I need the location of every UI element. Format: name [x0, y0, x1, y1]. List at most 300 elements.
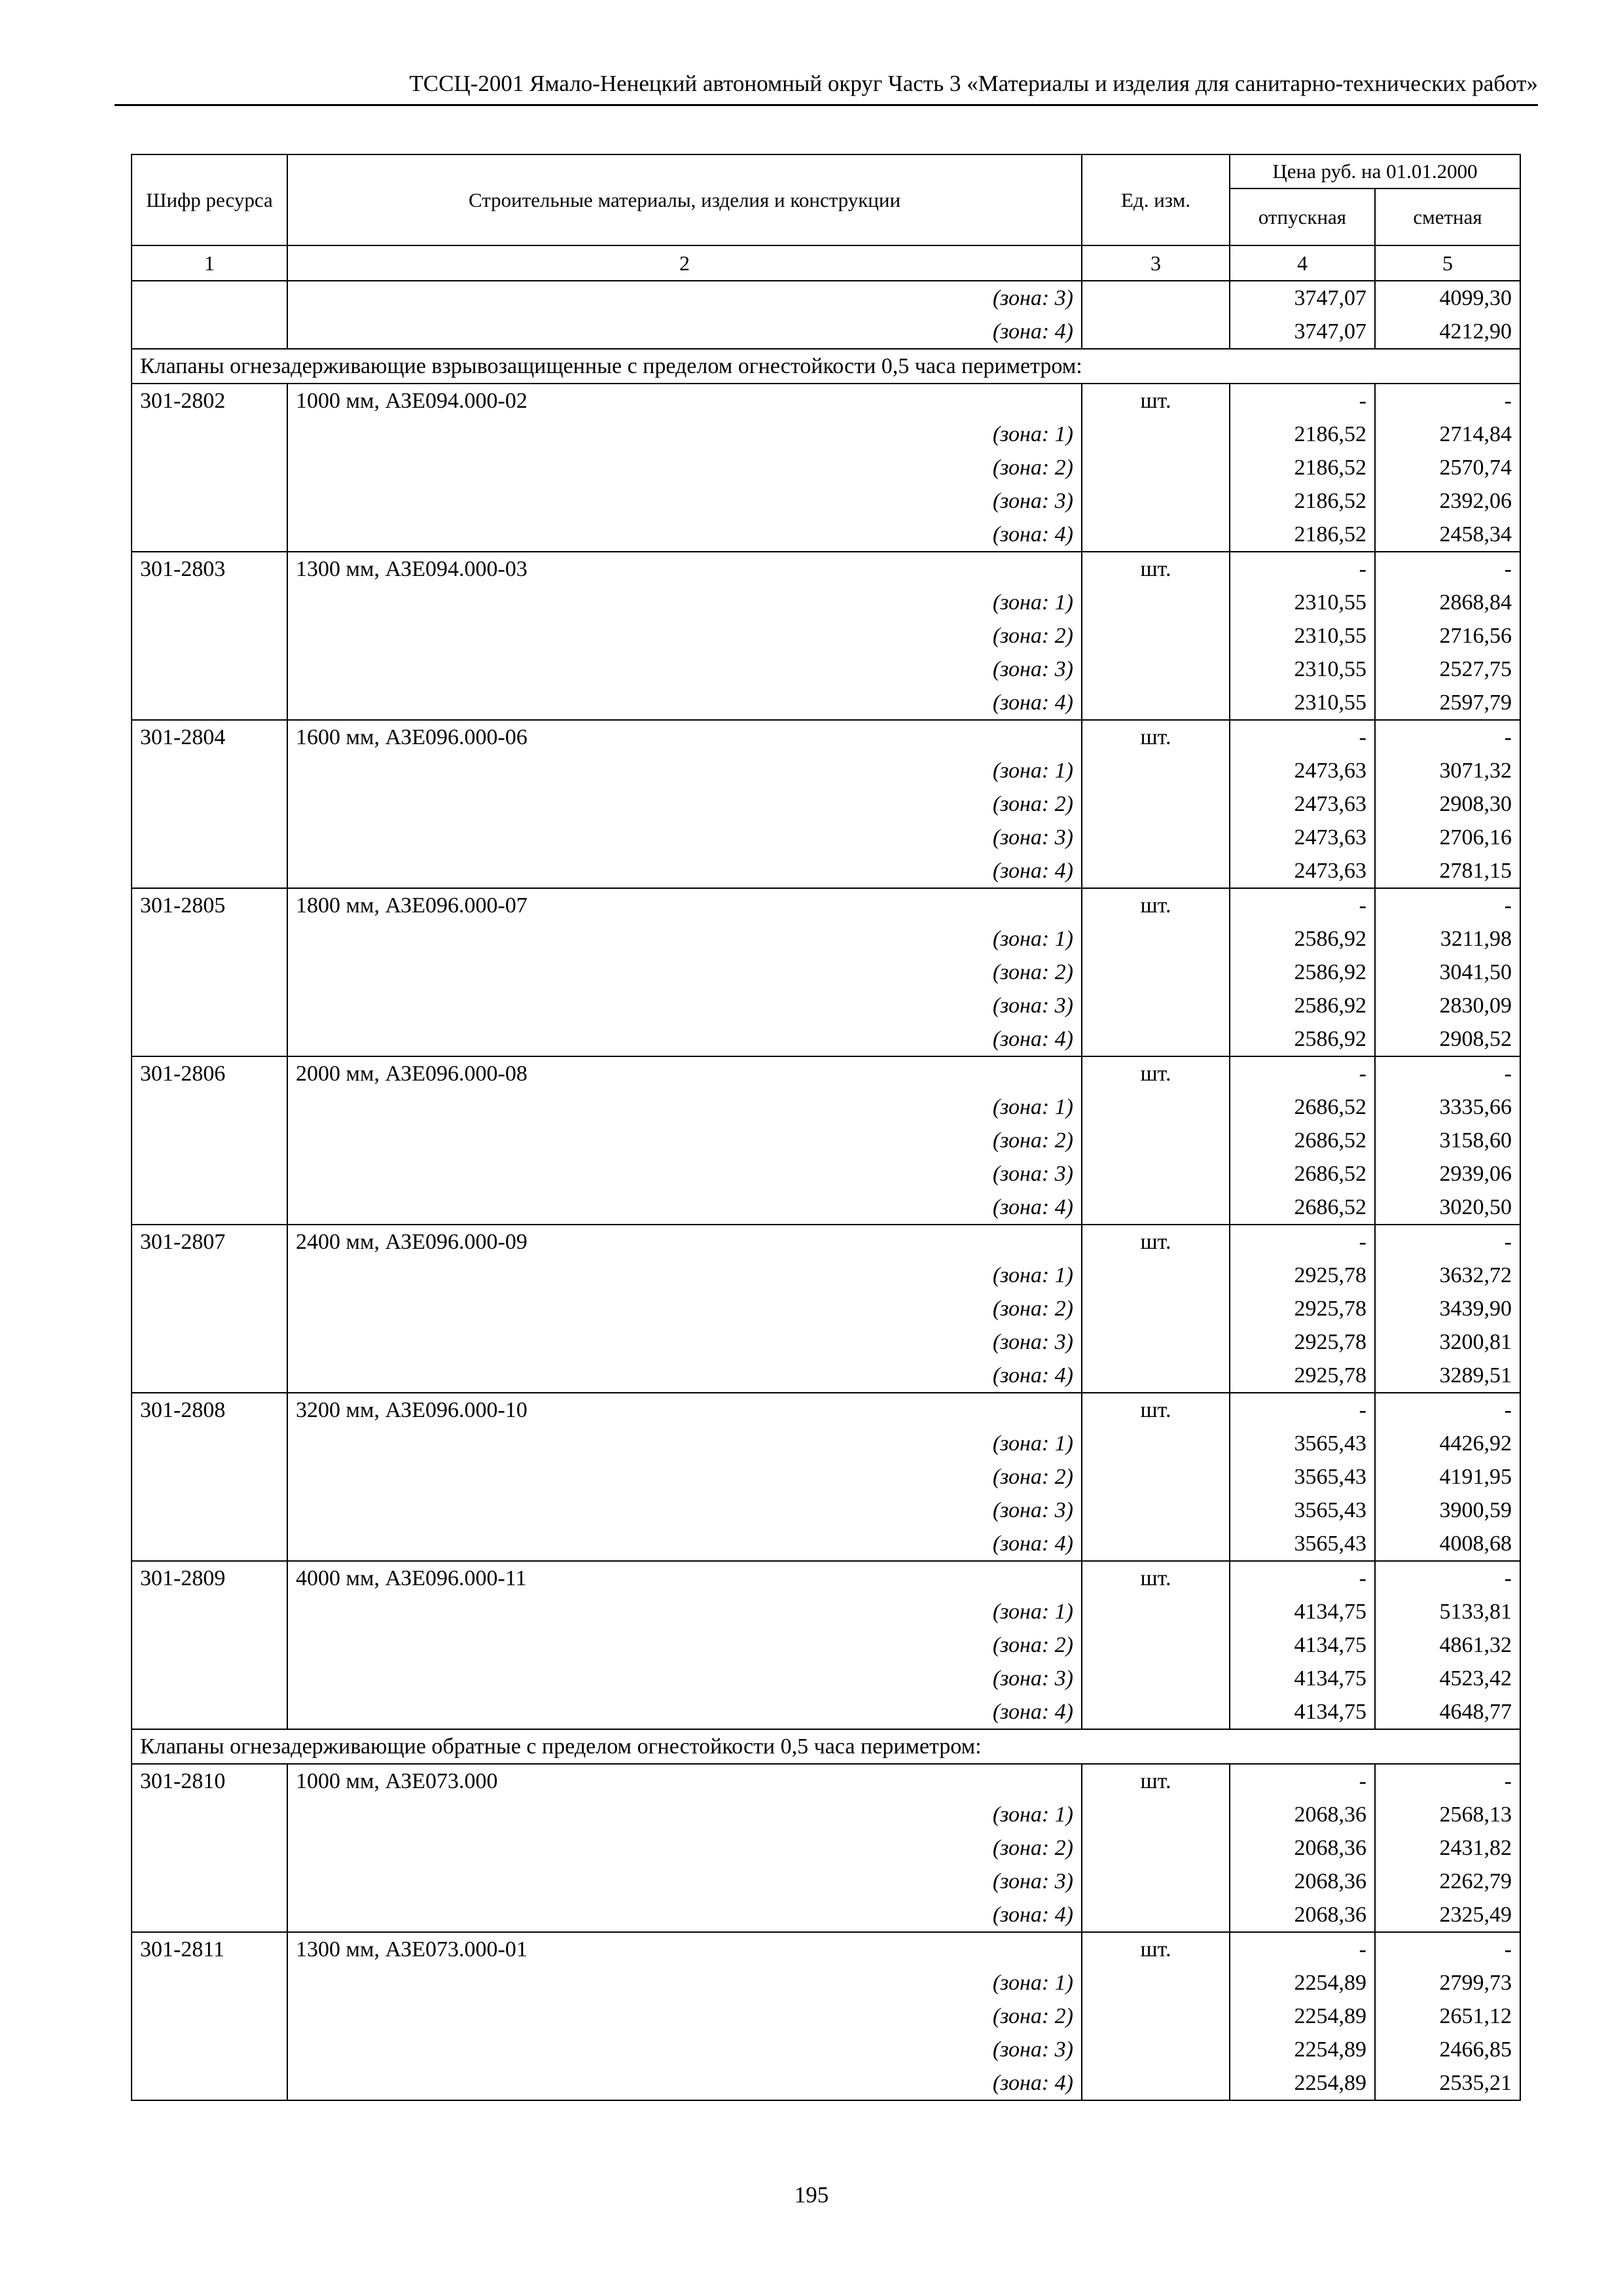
zone-label: (зона: 4): [287, 1527, 1082, 1561]
zone-row: [132, 1966, 1520, 2000]
zone-row: [132, 956, 1520, 989]
estimate-price: 2431,82: [1375, 1831, 1520, 1865]
zone-row: [132, 518, 1520, 552]
column-header-unit: Ед. изм.: [1082, 154, 1230, 245]
release-price: 2925,78: [1230, 1359, 1375, 1393]
unit-cell: шт.: [1082, 552, 1230, 586]
unit-cell: [1082, 922, 1230, 956]
estimate-price: 2716,56: [1375, 619, 1520, 653]
item-name: 1600 мм, АЗЕ096.000-06: [287, 720, 1082, 754]
resource-code: 301-2810: [132, 1764, 287, 1798]
zone-row: [132, 1191, 1520, 1225]
estimate-price: 2392,06: [1375, 484, 1520, 518]
unit-cell: [1082, 1359, 1230, 1393]
column-number: 2: [287, 245, 1082, 281]
resource-code: [132, 1427, 287, 1460]
zone-label: (зона: 2): [287, 619, 1082, 653]
unit-cell: [1082, 1695, 1230, 1729]
estimate-price: 3020,50: [1375, 1191, 1520, 1225]
release-price: 3747,07: [1230, 315, 1375, 349]
zone-row: [132, 315, 1520, 349]
release-price: 2254,89: [1230, 2033, 1375, 2066]
resource-code: [132, 989, 287, 1022]
release-price: 2686,52: [1230, 1157, 1375, 1191]
resource-code: [132, 653, 287, 686]
zone-label: (зона: 1): [287, 418, 1082, 451]
zone-label: (зона: 1): [287, 1090, 1082, 1124]
estimate-price: 2570,74: [1375, 451, 1520, 484]
release-price: 2586,92: [1230, 1022, 1375, 1056]
unit-cell: [1082, 1595, 1230, 1628]
release-price: 2686,52: [1230, 1124, 1375, 1157]
section-title: Клапаны огнезадерживающие обратные с пределом огнестойкости 0,5 часа периметром:: [132, 1729, 1520, 1764]
zone-label: (зона: 2): [287, 1460, 1082, 1494]
zone-label: (зона: 4): [287, 1898, 1082, 1932]
resource-code: 301-2807: [132, 1225, 287, 1259]
unit-cell: [1082, 518, 1230, 552]
section-row: [132, 349, 1520, 384]
zone-row: [132, 2066, 1520, 2100]
zone-row: [132, 1831, 1520, 1865]
release-price: -: [1230, 1764, 1375, 1798]
release-price: -: [1230, 888, 1375, 922]
unit-cell: шт.: [1082, 1561, 1230, 1595]
section-title: Клапаны огнезадерживающие взрывозащищенные с пределом огнестойкости 0,5 часа периметром:: [132, 349, 1520, 384]
release-price: 2186,52: [1230, 518, 1375, 552]
zone-row: [132, 2033, 1520, 2066]
resource-code: 301-2808: [132, 1393, 287, 1427]
estimate-price: 4861,32: [1375, 1628, 1520, 1662]
zone-label: (зона: 2): [287, 1292, 1082, 1325]
column-header-estimate-price: сметная: [1375, 188, 1520, 245]
column-number: 4: [1230, 245, 1375, 281]
zone-label: (зона: 2): [287, 1124, 1082, 1157]
unit-cell: шт.: [1082, 1056, 1230, 1090]
resource-code: [132, 1898, 287, 1932]
release-price: 2254,89: [1230, 2000, 1375, 2033]
item-name: 1800 мм, АЗЕ096.000-07: [287, 888, 1082, 922]
zone-row: [132, 1359, 1520, 1393]
release-price: 2068,36: [1230, 1865, 1375, 1898]
resource-code: 301-2806: [132, 1056, 287, 1090]
resource-code: [132, 2066, 287, 2100]
resource-code: [132, 1798, 287, 1831]
item-row: [132, 1764, 1520, 1798]
release-price: 2586,92: [1230, 922, 1375, 956]
resource-code: [132, 518, 287, 552]
estimate-price: -: [1375, 1932, 1520, 1966]
unit-cell: [1082, 754, 1230, 787]
estimate-price: 3158,60: [1375, 1124, 1520, 1157]
table-body: [132, 281, 1520, 2100]
zone-label: (зона: 4): [287, 1022, 1082, 1056]
release-price: 3565,43: [1230, 1460, 1375, 1494]
resource-code: [132, 1191, 287, 1225]
unit-cell: [1082, 619, 1230, 653]
unit-cell: [1082, 1090, 1230, 1124]
zone-row: [132, 1865, 1520, 1898]
estimate-price: 2651,12: [1375, 2000, 1520, 2033]
zone-label: (зона: 4): [287, 2066, 1082, 2100]
estimate-price: 4008,68: [1375, 1527, 1520, 1561]
unit-cell: [1082, 1460, 1230, 1494]
unit-cell: [1082, 956, 1230, 989]
zone-label: (зона: 4): [287, 1359, 1082, 1393]
estimate-price: 2830,09: [1375, 989, 1520, 1022]
unit-cell: [1082, 821, 1230, 854]
unit-cell: [1082, 281, 1230, 315]
release-price: 2473,63: [1230, 787, 1375, 821]
release-price: 4134,75: [1230, 1662, 1375, 1695]
item-name: 3200 мм, АЗЕ096.000-10: [287, 1393, 1082, 1427]
unit-cell: [1082, 1798, 1230, 1831]
estimate-price: 2262,79: [1375, 1865, 1520, 1898]
release-price: 2254,89: [1230, 2066, 1375, 2100]
resource-code: [132, 787, 287, 821]
estimate-price: 2799,73: [1375, 1966, 1520, 2000]
zone-row: [132, 854, 1520, 888]
zone-label: (зона: 2): [287, 1628, 1082, 1662]
estimate-price: 4426,92: [1375, 1427, 1520, 1460]
resource-code: [132, 1022, 287, 1056]
unit-cell: [1082, 1628, 1230, 1662]
release-price: -: [1230, 1225, 1375, 1259]
zone-row: [132, 787, 1520, 821]
resource-code: [132, 854, 287, 888]
zone-row: [132, 2000, 1520, 2033]
unit-cell: [1082, 315, 1230, 349]
release-price: 3565,43: [1230, 1527, 1375, 1561]
estimate-price: 3900,59: [1375, 1494, 1520, 1527]
zone-row: [132, 418, 1520, 451]
zone-row: [132, 619, 1520, 653]
price-table: [131, 154, 1521, 2101]
release-price: 2068,36: [1230, 1798, 1375, 1831]
release-price: 2586,92: [1230, 956, 1375, 989]
estimate-price: 3071,32: [1375, 754, 1520, 787]
release-price: 2186,52: [1230, 418, 1375, 451]
zone-label: (зона: 1): [287, 1259, 1082, 1292]
zone-label: (зона: 1): [287, 754, 1082, 787]
resource-code: [132, 586, 287, 619]
unit-cell: [1082, 484, 1230, 518]
unit-cell: [1082, 1022, 1230, 1056]
zone-label: (зона: 3): [287, 653, 1082, 686]
resource-code: 301-2805: [132, 888, 287, 922]
zone-label: (зона: 1): [287, 1966, 1082, 2000]
item-row: [132, 552, 1520, 586]
zone-row: [132, 922, 1520, 956]
resource-code: [132, 922, 287, 956]
release-price: 2925,78: [1230, 1325, 1375, 1359]
resource-code: [132, 1527, 287, 1561]
estimate-price: 4523,42: [1375, 1662, 1520, 1695]
item-row: [132, 720, 1520, 754]
zone-row: [132, 1157, 1520, 1191]
estimate-price: -: [1375, 1561, 1520, 1595]
zone-label: (зона: 1): [287, 1595, 1082, 1628]
zone-label: (зона: 1): [287, 1427, 1082, 1460]
unit-cell: [1082, 1427, 1230, 1460]
zone-row: [132, 1494, 1520, 1527]
zone-row: [132, 1090, 1520, 1124]
resource-code: [132, 418, 287, 451]
column-number: 5: [1375, 245, 1520, 281]
estimate-price: -: [1375, 1056, 1520, 1090]
zone-label: (зона: 1): [287, 1798, 1082, 1831]
item-row: [132, 1393, 1520, 1427]
unit-cell: [1082, 1966, 1230, 2000]
column-header-price: Цена руб. на 01.01.2000: [1230, 154, 1520, 188]
zone-label: (зона: 3): [287, 1157, 1082, 1191]
unit-cell: [1082, 1865, 1230, 1898]
zone-row: [132, 451, 1520, 484]
zone-label: (зона: 2): [287, 1831, 1082, 1865]
unit-cell: [1082, 1831, 1230, 1865]
estimate-price: -: [1375, 1393, 1520, 1427]
resource-code: 301-2811: [132, 1932, 287, 1966]
page-number: 195: [794, 2182, 829, 2208]
unit-cell: [1082, 1191, 1230, 1225]
zone-label: (зона: 3): [287, 1494, 1082, 1527]
zone-label: (зона: 1): [287, 586, 1082, 619]
zone-label: (зона: 3): [287, 821, 1082, 854]
zone-row: [132, 1595, 1520, 1628]
item-name: 1000 мм, АЗЕ073.000: [287, 1764, 1082, 1798]
unit-cell: [1082, 2033, 1230, 2066]
unit-cell: шт.: [1082, 1764, 1230, 1798]
estimate-price: 3200,81: [1375, 1325, 1520, 1359]
unit-cell: [1082, 451, 1230, 484]
estimate-price: 3211,98: [1375, 922, 1520, 956]
column-header-release-price: отпускная: [1230, 188, 1375, 245]
release-price: 2473,63: [1230, 754, 1375, 787]
resource-code: [132, 754, 287, 787]
resource-code: [132, 1662, 287, 1695]
resource-code: [132, 451, 287, 484]
estimate-price: -: [1375, 720, 1520, 754]
resource-code: [132, 1157, 287, 1191]
estimate-price: -: [1375, 1764, 1520, 1798]
estimate-price: 4099,30: [1375, 281, 1520, 315]
unit-cell: [1082, 1494, 1230, 1527]
unit-cell: [1082, 1898, 1230, 1932]
resource-code: [132, 821, 287, 854]
zone-row: [132, 1325, 1520, 1359]
estimate-price: 4648,77: [1375, 1695, 1520, 1729]
release-price: -: [1230, 720, 1375, 754]
item-row: [132, 1932, 1520, 1966]
release-price: 2473,63: [1230, 821, 1375, 854]
zone-row: [132, 281, 1520, 315]
zone-label: (зона: 4): [287, 1695, 1082, 1729]
release-price: -: [1230, 384, 1375, 418]
zone-label: (зона: 2): [287, 2000, 1082, 2033]
unit-cell: шт.: [1082, 1225, 1230, 1259]
zone-row: [132, 686, 1520, 720]
estimate-price: 4212,90: [1375, 315, 1520, 349]
unit-cell: шт.: [1082, 1393, 1230, 1427]
unit-cell: шт.: [1082, 384, 1230, 418]
unit-cell: шт.: [1082, 720, 1230, 754]
release-price: -: [1230, 552, 1375, 586]
column-header-name: Строительные материалы, изделия и конструкции: [287, 154, 1082, 245]
zone-label: (зона: 4): [287, 686, 1082, 720]
estimate-price: 2597,79: [1375, 686, 1520, 720]
item-name: 1000 мм, АЗЕ094.000-02: [287, 384, 1082, 418]
resource-code: [132, 1831, 287, 1865]
zone-row: [132, 653, 1520, 686]
zone-row: [132, 1798, 1520, 1831]
estimate-price: 2466,85: [1375, 2033, 1520, 2066]
resource-code: [132, 1865, 287, 1898]
resource-code: [132, 1124, 287, 1157]
zone-row: [132, 1292, 1520, 1325]
zone-label: (зона: 4): [287, 854, 1082, 888]
release-price: 4134,75: [1230, 1695, 1375, 1729]
unit-cell: [1082, 1259, 1230, 1292]
estimate-price: -: [1375, 384, 1520, 418]
release-price: 4134,75: [1230, 1595, 1375, 1628]
estimate-price: 2781,15: [1375, 854, 1520, 888]
unit-cell: [1082, 1527, 1230, 1561]
zone-label: (зона: 1): [287, 922, 1082, 956]
estimate-price: 2908,30: [1375, 787, 1520, 821]
unit-cell: [1082, 653, 1230, 686]
unit-cell: [1082, 1292, 1230, 1325]
zone-row: [132, 1898, 1520, 1932]
zone-row: [132, 1527, 1520, 1561]
estimate-price: -: [1375, 552, 1520, 586]
resource-code: [132, 686, 287, 720]
item-name: 4000 мм, АЗЕ096.000-11: [287, 1561, 1082, 1595]
zone-row: [132, 821, 1520, 854]
zone-label: (зона: 3): [287, 484, 1082, 518]
item-name: 2000 мм, АЗЕ096.000-08: [287, 1056, 1082, 1090]
zone-row: [132, 1124, 1520, 1157]
release-price: 2310,55: [1230, 686, 1375, 720]
resource-code: 301-2804: [132, 720, 287, 754]
resource-code: [132, 2000, 287, 2033]
zone-label: (зона: 3): [287, 989, 1082, 1022]
item-row: [132, 1056, 1520, 1090]
item-row: [132, 384, 1520, 418]
item-name: 1300 мм, АЗЕ073.000-01: [287, 1932, 1082, 1966]
resource-code: [132, 1595, 287, 1628]
column-number: 1: [132, 245, 287, 281]
estimate-price: 3041,50: [1375, 956, 1520, 989]
item-row: [132, 1561, 1520, 1595]
release-price: 2586,92: [1230, 989, 1375, 1022]
zone-row: [132, 1695, 1520, 1729]
resource-code: 301-2803: [132, 552, 287, 586]
estimate-price: -: [1375, 888, 1520, 922]
resource-code: [132, 484, 287, 518]
release-price: 2068,36: [1230, 1898, 1375, 1932]
estimate-price: 3289,51: [1375, 1359, 1520, 1393]
release-price: 2186,52: [1230, 484, 1375, 518]
unit-cell: [1082, 2066, 1230, 2100]
estimate-price: 2939,06: [1375, 1157, 1520, 1191]
estimate-price: 2868,84: [1375, 586, 1520, 619]
estimate-price: 2706,16: [1375, 821, 1520, 854]
release-price: 2925,78: [1230, 1259, 1375, 1292]
resource-code: [132, 1359, 287, 1393]
zone-row: [132, 989, 1520, 1022]
release-price: -: [1230, 1561, 1375, 1595]
release-price: 3565,43: [1230, 1494, 1375, 1527]
zone-row: [132, 754, 1520, 787]
unit-cell: шт.: [1082, 1932, 1230, 1966]
zone-row: [132, 484, 1520, 518]
release-price: 2686,52: [1230, 1090, 1375, 1124]
zone-label: (зона: 3): [287, 1325, 1082, 1359]
resource-code: [132, 1325, 287, 1359]
release-price: 3747,07: [1230, 281, 1375, 315]
item-row: [132, 1225, 1520, 1259]
item-row: [132, 888, 1520, 922]
zone-label: (зона: 4): [287, 1191, 1082, 1225]
unit-cell: [1082, 787, 1230, 821]
estimate-price: 3439,90: [1375, 1292, 1520, 1325]
release-price: 2686,52: [1230, 1191, 1375, 1225]
unit-cell: шт.: [1082, 888, 1230, 922]
zone-row: [132, 1460, 1520, 1494]
unit-cell: [1082, 686, 1230, 720]
page-header: ТССЦ-2001 Ямало-Ненецкий автономный округ Часть 3 «Материалы и изделия для санитарно-технических работ»: [409, 71, 1538, 96]
zone-label: (зона: 3): [287, 2033, 1082, 2066]
resource-code: [132, 2033, 287, 2066]
release-price: -: [1230, 1393, 1375, 1427]
unit-cell: [1082, 1662, 1230, 1695]
zone-row: [132, 1628, 1520, 1662]
resource-code: [132, 1259, 287, 1292]
zone-label: (зона: 2): [287, 451, 1082, 484]
item-name: 2400 мм, АЗЕ096.000-09: [287, 1225, 1082, 1259]
release-price: 3565,43: [1230, 1427, 1375, 1460]
unit-cell: [1082, 1157, 1230, 1191]
estimate-price: -: [1375, 1225, 1520, 1259]
estimate-price: 3335,66: [1375, 1090, 1520, 1124]
resource-code: [132, 1494, 287, 1527]
zone-label: (зона: 4): [287, 518, 1082, 552]
zone-row: [132, 1427, 1520, 1460]
zone-label: (зона: 3): [287, 1865, 1082, 1898]
estimate-price: 5133,81: [1375, 1595, 1520, 1628]
estimate-price: 3632,72: [1375, 1259, 1520, 1292]
release-price: 4134,75: [1230, 1628, 1375, 1662]
item-name: 1300 мм, АЗЕ094.000-03: [287, 552, 1082, 586]
resource-code: [132, 1695, 287, 1729]
zone-label: (зона: 2): [287, 956, 1082, 989]
zone-label: (зона: 3): [287, 1662, 1082, 1695]
estimate-price: 2325,49: [1375, 1898, 1520, 1932]
unit-cell: [1082, 2000, 1230, 2033]
release-price: 2186,52: [1230, 451, 1375, 484]
estimate-price: 4191,95: [1375, 1460, 1520, 1494]
release-price: -: [1230, 1056, 1375, 1090]
estimate-price: 2908,52: [1375, 1022, 1520, 1056]
unit-cell: [1082, 989, 1230, 1022]
resource-code: [132, 956, 287, 989]
header-rule: [115, 104, 1538, 106]
section-row: [132, 1729, 1520, 1764]
resource-code: [132, 1628, 287, 1662]
release-price: 2068,36: [1230, 1831, 1375, 1865]
release-price: 2254,89: [1230, 1966, 1375, 2000]
release-price: 2310,55: [1230, 586, 1375, 619]
zone-label: (зона: 3): [287, 281, 1082, 315]
